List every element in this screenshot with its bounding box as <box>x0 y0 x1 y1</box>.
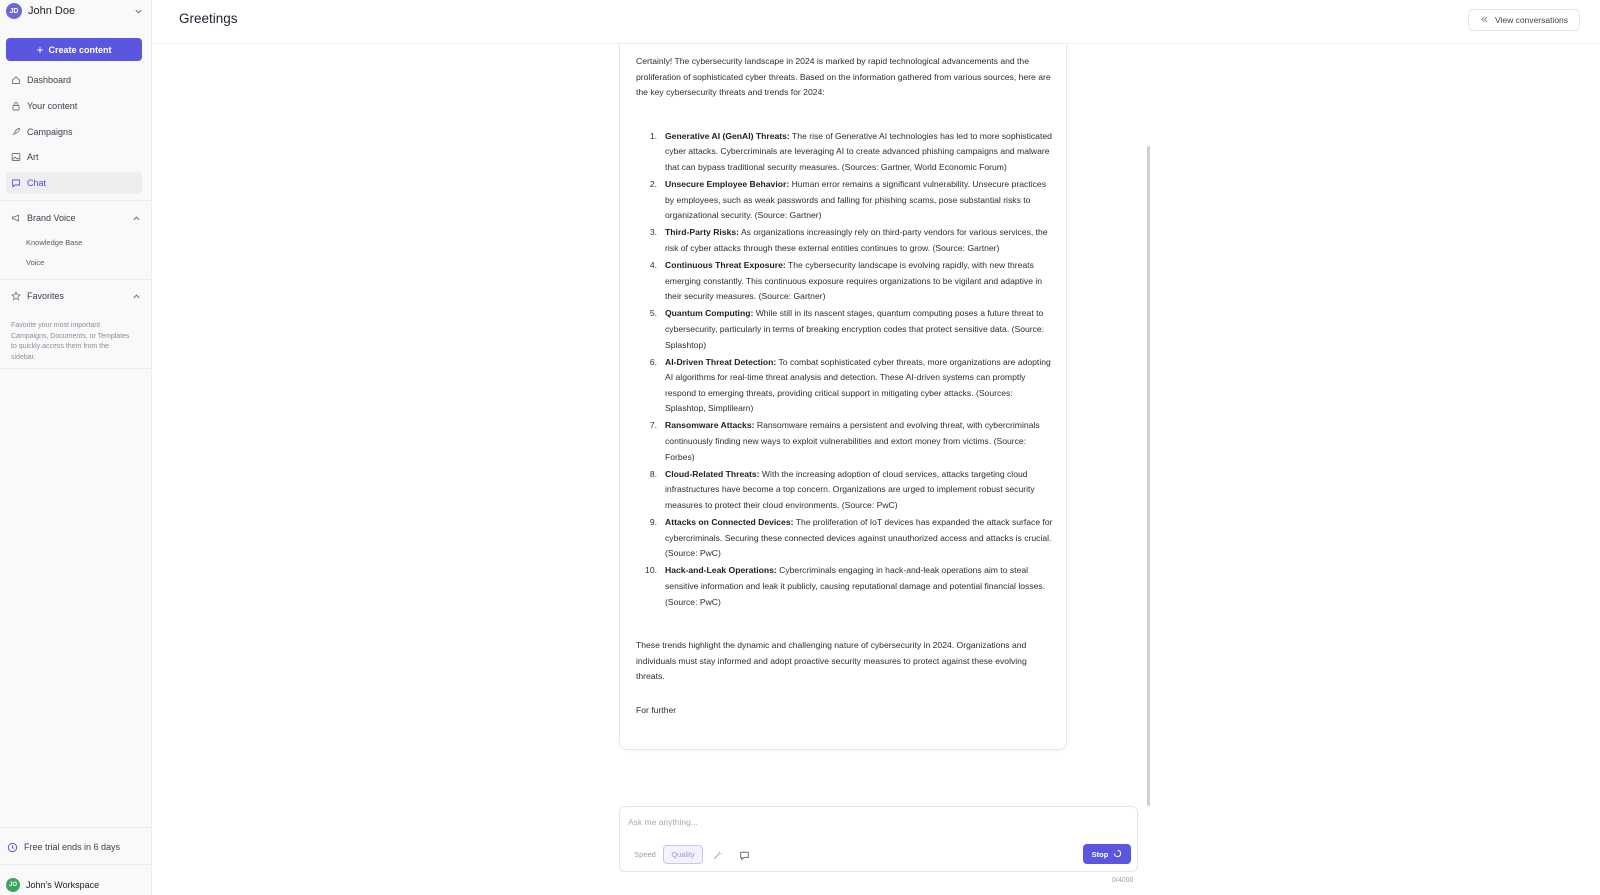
divider <box>0 279 152 280</box>
stop-button[interactable] <box>1083 844 1131 864</box>
list-item <box>636 355 1054 417</box>
image-icon <box>11 152 21 162</box>
workspace-switcher[interactable] <box>6 877 99 893</box>
sidebar-item-label: Your content <box>27 101 78 111</box>
lock-icon <box>11 101 21 111</box>
item-title: Cloud-Related Threats: <box>665 468 760 479</box>
divider <box>0 200 152 201</box>
list-item <box>636 177 1054 224</box>
list-number: 2. <box>649 179 657 190</box>
user-name: John Doe <box>28 5 76 17</box>
view-conversations-button[interactable] <box>1468 9 1580 31</box>
list-number: 6. <box>649 356 657 367</box>
list-item <box>636 515 1054 562</box>
chat-bubble-icon[interactable] <box>738 849 750 861</box>
item-title: Third-Party Risks: <box>665 227 740 238</box>
sidebar-item-chat[interactable] <box>6 172 142 194</box>
sidebar-item-label: Campaigns <box>27 127 73 137</box>
item-text: Ransomware remains a persistent and evolving threat, with cybercriminals continuously finding new ways to exploit vulnerabilities and extort money from victims. (Source: Forbes) <box>665 420 1040 462</box>
list-number: 3. <box>649 227 657 238</box>
speed-mode-button[interactable]: Speed <box>634 850 656 859</box>
item-text: The rise of Generative AI technologies has led to more sophisticated cyber attacks. Cybercriminals are leveraging AI to create advanced phishing campaigns and malware that can bypass traditional security measures. (Sources: Gartner, World Economic Forum) <box>665 130 1052 172</box>
home-icon <box>11 75 21 85</box>
workspace-avatar: JO <box>6 878 20 892</box>
magic-wand-icon[interactable] <box>711 849 723 861</box>
sidebar-item-knowledge-base[interactable]: Knowledge Base <box>26 238 83 247</box>
sidebar-item-label: Chat <box>27 178 47 188</box>
assistant-message <box>619 44 1067 750</box>
chevron-up-icon <box>130 290 142 302</box>
quality-mode-button[interactable]: Quality <box>663 845 703 864</box>
user-menu[interactable] <box>6 2 144 20</box>
item-title: Continuous Threat Exposure: <box>665 260 786 271</box>
free-trial-label: Free trial ends in 6 days <box>24 842 121 852</box>
rocket-icon <box>11 127 21 137</box>
list-number: 4. <box>649 260 657 271</box>
item-title: Ransomware Attacks: <box>665 420 755 431</box>
item-title: AI-Driven Threat Detection: <box>665 356 777 367</box>
brand-voice-section-toggle[interactable] <box>6 210 142 226</box>
chat-input[interactable] <box>628 815 1128 829</box>
list-number: 10. <box>645 565 657 576</box>
item-text: Human error remains a significant vulnerability. Unsecure practices by employees, such as weak passwords and falling for phishing scams, pose substantial risks to organizational security. (Source: Gartner) <box>665 179 1046 221</box>
threat-list <box>636 129 1054 610</box>
divider <box>0 864 152 865</box>
message-intro: Certainly! The cybersecurity landscape in 2024 is marked by rapid technological advancements and the proliferation of sophisticated cyber threats. Based on the information gathered from various sources, here are the key cybersecurity threats and trends for 2024: <box>636 56 1051 98</box>
scrollbar[interactable] <box>1147 146 1150 806</box>
item-title: Unsecure Employee Behavior: <box>665 179 790 190</box>
sidebar <box>0 0 152 895</box>
favorites-label: Favorites <box>27 291 65 301</box>
sidebar-item-label: Dashboard <box>27 75 72 85</box>
avatar: JD <box>6 3 22 19</box>
character-counter: 0/4000 <box>1112 877 1134 884</box>
chevron-down-icon <box>132 5 144 17</box>
sidebar-item-voice[interactable]: Voice <box>26 258 45 267</box>
item-text: The cybersecurity landscape is evolving rapidly, with new threats emerging constantly. This continuous exposure requires organizations to be vigilant and adaptive in their security measures. (Source: Gartner) <box>665 260 1043 302</box>
list-item <box>636 225 1054 256</box>
message-body <box>636 54 1054 718</box>
item-text: While still in its nascent stages, quantum computing poses a future threat to cybersecurity, particularly in terms of breaking encryption codes that protect sensitive data. (Source: Splashtop) <box>665 308 1045 350</box>
page-title: Greetings <box>179 11 238 26</box>
double-chevron-left-icon <box>1480 15 1489 26</box>
message-closing: These trends highlight the dynamic and challenging nature of cybersecurity in 2024. Organizations and individuals must stay informed and adopt proactive security measures to protect against these evolving threats. <box>636 640 1027 682</box>
item-title: Quantum Computing: <box>665 308 754 319</box>
list-number: 7. <box>649 420 657 431</box>
divider <box>0 368 152 369</box>
list-number: 9. <box>649 517 657 528</box>
view-conversations-label: View conversations <box>1494 15 1569 25</box>
list-item <box>636 258 1054 305</box>
item-text: With the increasing adoption of cloud services, attacks targeting cloud infrastructures have become a top concern. Organizations are urged to implement robust security measures to protect their cloud environments. (Source: PwC) <box>665 468 1035 510</box>
list-item <box>636 467 1054 514</box>
item-text: Cybercriminals engaging in hack-and-leak operations aim to steal sensitive information and leak it publicly, causing reputational damage and potential financial losses. (Source: PwC) <box>665 565 1046 607</box>
list-item <box>636 306 1054 353</box>
spinner-icon <box>1113 849 1122 860</box>
stop-label: Stop <box>1091 849 1109 859</box>
sidebar-item-your-content[interactable] <box>6 95 142 117</box>
list-number: 8. <box>649 468 657 479</box>
list-number: 1. <box>649 130 657 141</box>
clock-icon <box>6 841 18 853</box>
list-item <box>636 129 1054 176</box>
sidebar-item-label: Art <box>27 152 39 162</box>
composer <box>619 806 1138 872</box>
brand-voice-label: Brand Voice <box>27 213 76 223</box>
divider <box>0 827 152 828</box>
item-text: As organizations increasingly rely on third-party vendors for various services, the risk of cyber attacks through these external entities continues to grow. (Source: Gartner) <box>665 227 1048 253</box>
item-title: Generative AI (GenAI) Threats: <box>665 130 790 141</box>
megaphone-icon <box>11 213 21 223</box>
create-content-label: Create content <box>48 44 112 55</box>
chat-icon <box>11 178 21 188</box>
item-text: To combat sophisticated cyber threats, more organizations are adopting AI algorithms for real-time threat analysis and detection. These AI-driven systems can promptly respond to emerging threats, providing critical support in mitigating cyber attacks. (Sources: Splashtop, Simplilearn) <box>665 356 1051 414</box>
item-title: Attacks on Connected Devices: <box>665 517 794 528</box>
star-icon <box>11 291 21 301</box>
header <box>152 0 1600 44</box>
plus-icon: + <box>36 42 44 57</box>
item-title: Hack-and-Leak Operations: <box>665 565 777 576</box>
favorites-hint: Favorite your most important Campaigns, Documents, or Templates to quickly access them from the sidebar. <box>11 322 130 361</box>
sidebar-item-campaigns[interactable] <box>6 121 142 143</box>
list-item <box>636 418 1054 465</box>
workspace-name: John's Workspace <box>26 880 100 890</box>
create-content-button[interactable] <box>6 38 142 61</box>
chevron-up-icon <box>130 212 142 224</box>
free-trial-notice[interactable] <box>6 840 120 854</box>
list-number: 5. <box>649 308 657 319</box>
item-text: The proliferation of IoT devices has expanded the attack surface for cybercriminals. Securing these connected devices against unauthorized access and attacks is crucial. (Source: PwC) <box>665 517 1053 559</box>
list-item <box>636 563 1054 610</box>
sidebar-item-art[interactable] <box>6 146 142 168</box>
sidebar-item-dashboard[interactable] <box>6 69 142 91</box>
message-streaming-text: For further <box>636 704 677 715</box>
favorites-section-toggle[interactable] <box>6 288 142 304</box>
